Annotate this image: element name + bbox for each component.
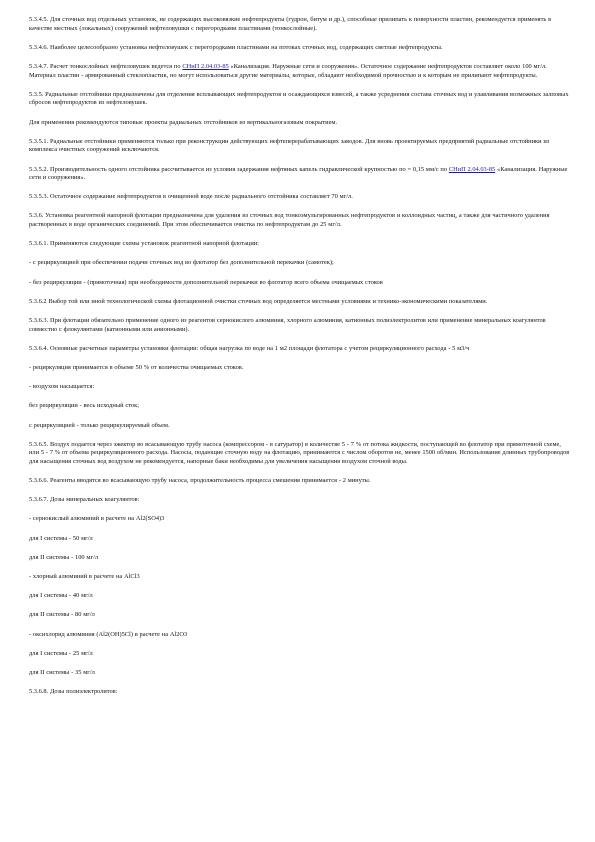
paragraph [29, 611, 571, 620]
paragraph-text: 5.3.4.7. Расчет тонкослойных нефтеловушек ведется по [29, 62, 183, 70]
paragraph-text: 5.3.6.7. Дозы минеральных коагулянтов: [29, 496, 140, 504]
paragraph [29, 554, 571, 563]
paragraph [29, 212, 571, 229]
paragraph [29, 688, 571, 697]
paragraph [29, 573, 571, 582]
paragraph-text: 5.3.4.5. Для сточных вод отдельных установок, не содержащих высоковязкие нефтепродукты (гудрон, битум и др.), способные прилипать к поверхности пластин, рекомендуется применять в качестве местных (локальных) сооружений нефтеловушки с перегородками пластинами (тонкослойные). [29, 16, 552, 32]
paragraph-text: 5.3.4.6. Наиболее целесообразно установка нефтеловушек с перегородками пластинами на потоках сточных вод, содержащих светлые нефтепродукты. [29, 43, 443, 51]
paragraph-text: для I системы - 25 мг/л [29, 649, 93, 657]
paragraph-text: - оксихлорид алюминия (Al2(OH)5Cl) в расчете на Al2O3 [29, 630, 188, 638]
paragraph-text: - хлорный алюминий в расчете на AlCl3 [29, 573, 140, 581]
snip-reference-link[interactable]: СНиП 2.04.03-85 [182, 62, 229, 70]
paragraph-text: для I системы - 40 мг/л [29, 592, 93, 600]
paragraph [29, 16, 571, 33]
paragraph [29, 138, 571, 155]
paragraph-text: - с рециркуляцией при обеспечении подачи сточных вод во флотатор без дополнительной перекачки (самотек); [29, 259, 334, 267]
paragraph [29, 240, 571, 249]
paragraph [29, 193, 571, 202]
paragraph-text: с рециркуляцией - только рециркулируемый объем. [29, 421, 170, 429]
paragraph-text: 5.3.6.5. Воздух подается через эжектор во всасывающую трубу насоса (компрессором - в сатуратор) в количестве 5 - 7 % от потока жидкости, поступающей во флотатор при прямоточной схеме, или 5 - 7 % от объема рециркуляционного расхода. Насосы, подающие сточную воду на флотацию, принимаются с числом оборотов не, менее 1500 об/мин. Использование длинных трубопроводов для насыщения сточных вод воздухом не рекомендуется, напорные баки необходимы для увеличения насыщения воздухом сточной воды. [29, 440, 570, 465]
paragraph-text: 5.3.5.3. Остаточное содержание нефтепродуктов в очищенной воде после радиального отстойника составляет 70 мг/л. [29, 193, 353, 201]
paragraph-text: 5.3.6. Установка реагентной напорной флотации предназначена для удаления из сточных вод тонкоэмульгированных нефтепродуктов и коллоидных частиц, а также для частичного удаления растворенных в воде органических соединений. При этом обеспечивается очистка по нефтепродуктам до 25 мг/л. [29, 212, 550, 229]
paragraph [29, 402, 571, 411]
paragraph [29, 650, 571, 659]
paragraph-text: - воздухом насыщается: [29, 383, 95, 391]
paragraph-text: для I системы - 50 мг/л [29, 534, 93, 542]
paragraph-text: 5.3.6.6. Реагенты вводятся во всасывающую трубу насоса, продолжительность процесса смешения принимается - 2 минуты. [29, 477, 371, 485]
paragraph-text: 5.3.5. Радиальные отстойники предназначены для отделения всплывающих нефтепродуктов и осаждающихся взвесей, а также усреднения состава сточных вод и улавливания возможных залповых сбросов нефтепродуктов из нефтеловушек. [29, 90, 569, 107]
paragraph-text: - сернокислый алюминий в расчете на Al2(SO4)3 [29, 515, 165, 523]
paragraph [29, 166, 571, 183]
paragraph [29, 496, 571, 505]
snip-reference-link[interactable]: СНиП 2.04.03-85 [448, 165, 496, 173]
paragraph-text: «Канализация. Наружные сети и сооружения». [29, 165, 568, 182]
paragraph [29, 631, 571, 640]
paragraph-text: 5.3.6.1. Применяются следующие схемы установок реагентной напорной флотации: [29, 240, 259, 248]
paragraph-text: 5.3.6.3. При флотации обязательно применение одного из реагентов сернокислого алюминия, хлорного алюминия, катионных полиэлектролитов или применение минеральных коагулянтов совместно с флокулянтами (катионными или анионными). [29, 317, 546, 333]
paragraph-text: «Канализация. Наружные сети и сооружения». Остаточное содержание нефтепродуктов составляет около 100 мг/л. Материал пластин - армированный стеклопластик, но могут использоваться другие материалы, которые, обладают необходимой прочностью и к которым не прилипают нефтепродукты. [29, 62, 547, 79]
paragraph-text: Для применения рекомендуются типовые проекты радиальных отстойников из вертикальногазовым покрытием. [29, 118, 338, 126]
paragraph [29, 317, 571, 334]
paragraph-text: для II системы - 80 мг/л [29, 611, 95, 619]
paragraph [29, 515, 571, 524]
paragraph [29, 477, 571, 486]
paragraph-text: - рециркуляция принимается в объеме 50 % от количества очищаемых стоков. [29, 363, 244, 371]
paragraph [29, 91, 571, 108]
paragraph [29, 422, 571, 431]
paragraph-text: 5.3.6.4. Основные расчетные параметры установки флотации: общая нагрузка по воде на 1 м2 площади флотатора с учетом рециркуляционного расхода - 5 м3/ч [29, 344, 470, 352]
paragraph [29, 345, 571, 354]
paragraph-text: 5.3.5.1. Радиальные отстойники применяются только при реконструкции действующих нефтеперерабатывающих заводов. Для вновь проектируемых предприятий радиальные отстойники из комплекса очистных сооружений исключаются. [29, 137, 550, 154]
paragraph [29, 44, 571, 53]
paragraph [29, 592, 571, 601]
paragraph [29, 669, 571, 678]
paragraph [29, 383, 571, 392]
paragraph [29, 441, 571, 467]
paragraph [29, 119, 571, 128]
paragraph [29, 364, 571, 373]
paragraph-text: для II системы - 35 мг/л [29, 668, 95, 676]
paragraph-text: - без рециркуляции - (прямоточная) при необходимости дополнительной перекачки во флотатор всего объема очищаемых стоков [29, 278, 383, 286]
paragraph [29, 63, 571, 80]
paragraph-text: 5.3.6.2 Выбор той или иной технологической схемы флотационной очистки сточных вод определяется местными условиями и технико-экономическими показателями. [29, 297, 488, 305]
paragraph-text: 5.3.5.2. Производительность одного отстойника рассчитывается из условия задержания нефтяных капель гидравлической крупностью по = 0,15 мм/с по [29, 165, 449, 173]
paragraph-text: 5.3.6.8. Дозы полиэлектролитов: [29, 688, 118, 696]
paragraph [29, 298, 571, 307]
paragraph-text: без рециркуляции - весь исходный сток; [29, 402, 139, 410]
document-page [29, 16, 571, 707]
paragraph-text: для II системы - 100 мг/л [29, 553, 99, 561]
paragraph [29, 259, 571, 268]
paragraph [29, 279, 571, 288]
paragraph [29, 535, 571, 544]
